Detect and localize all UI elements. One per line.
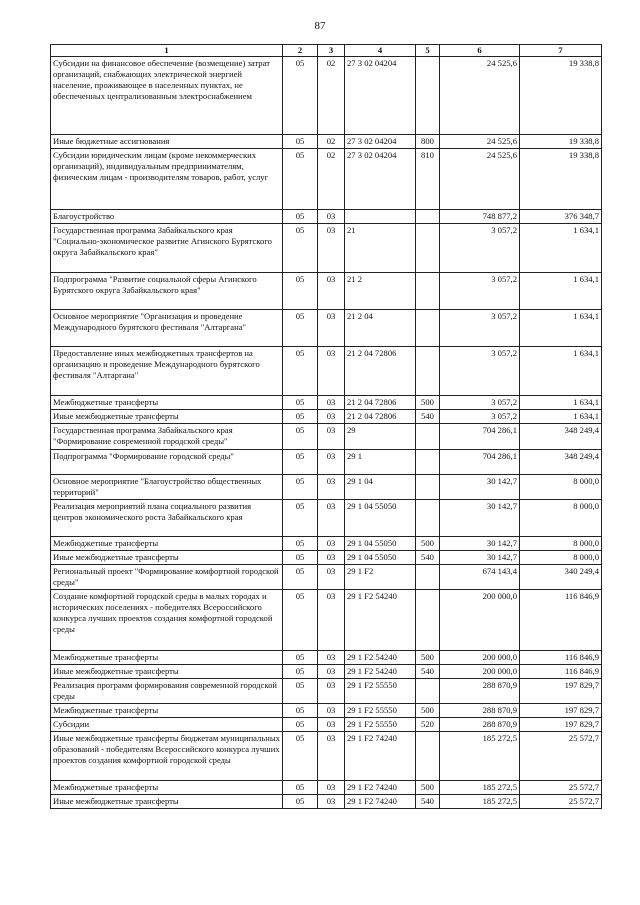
section-code-cell: 05 bbox=[283, 273, 318, 310]
subsection-code-cell: 03 bbox=[318, 704, 345, 718]
table-row bbox=[51, 651, 602, 665]
table-row bbox=[51, 57, 602, 135]
target-article-cell: 27 3 02 04204 bbox=[345, 57, 416, 135]
section-code-cell: 05 bbox=[283, 732, 318, 781]
subsection-code-cell: 03 bbox=[318, 537, 345, 551]
table-row bbox=[51, 732, 602, 781]
expense-type-cell bbox=[416, 210, 440, 224]
target-article-cell: 29 1 F2 54240 bbox=[345, 590, 416, 651]
table-row bbox=[51, 565, 602, 590]
amount-year2-cell: 25 572,7 bbox=[520, 732, 602, 781]
target-article-cell: 21 2 bbox=[345, 273, 416, 310]
target-article-cell: 29 1 F2 74240 bbox=[345, 732, 416, 781]
expense-type-cell: 540 bbox=[416, 410, 440, 424]
expense-type-cell bbox=[416, 500, 440, 537]
amount-year1-cell: 3 057,2 bbox=[440, 224, 520, 273]
expense-type-cell: 800 bbox=[416, 135, 440, 149]
expense-type-cell bbox=[416, 424, 440, 450]
target-article-cell: 21 2 04 72806 bbox=[345, 410, 416, 424]
expense-type-cell bbox=[416, 475, 440, 500]
section-code-cell: 05 bbox=[283, 590, 318, 651]
row-name-cell: Межбюджетные трансферты bbox=[51, 651, 283, 665]
target-article-cell: 27 3 02 04204 bbox=[345, 149, 416, 210]
row-name-cell: Подпрограмма "Развитие социальной сферы Агинского Бурятского округа Забайкальского края" bbox=[51, 273, 283, 310]
expense-type-cell bbox=[416, 273, 440, 310]
row-name-cell: Межбюджетные трансферты bbox=[51, 704, 283, 718]
section-code-cell: 05 bbox=[283, 651, 318, 665]
amount-year2-cell: 348 249,4 bbox=[520, 450, 602, 475]
amount-year1-cell: 3 057,2 bbox=[440, 410, 520, 424]
expense-type-cell: 500 bbox=[416, 704, 440, 718]
row-name-cell: Благоустройство bbox=[51, 210, 283, 224]
subsection-code-cell: 03 bbox=[318, 224, 345, 273]
section-code-cell: 05 bbox=[283, 450, 318, 475]
subsection-code-cell: 03 bbox=[318, 396, 345, 410]
amount-year2-cell: 116 846,9 bbox=[520, 665, 602, 679]
table-row bbox=[51, 475, 602, 500]
amount-year1-cell: 704 286,1 bbox=[440, 450, 520, 475]
row-name-cell: Основное мероприятие "Благоустройство общественных территорий" bbox=[51, 475, 283, 500]
table-row bbox=[51, 795, 602, 809]
amount-year1-cell: 674 143,4 bbox=[440, 565, 520, 590]
amount-year2-cell: 197 829,7 bbox=[520, 679, 602, 704]
target-article-cell: 29 1 04 55050 bbox=[345, 551, 416, 565]
amount-year2-cell: 197 829,7 bbox=[520, 718, 602, 732]
subsection-code-cell: 03 bbox=[318, 450, 345, 475]
amount-year1-cell: 30 142,7 bbox=[440, 475, 520, 500]
subsection-code-cell: 02 bbox=[318, 57, 345, 135]
section-code-cell: 05 bbox=[283, 310, 318, 347]
row-name-cell: Предоставление иных межбюджетных трансфертов на организацию и проведение Международного бурятского фестиваля "Алтаргана" bbox=[51, 347, 283, 396]
amount-year1-cell: 185 272,5 bbox=[440, 781, 520, 795]
target-article-cell: 29 1 F2 74240 bbox=[345, 795, 416, 809]
row-name-cell: Иные межбюджетные трансферты bbox=[51, 410, 283, 424]
amount-year2-cell: 116 846,9 bbox=[520, 651, 602, 665]
table-row bbox=[51, 224, 602, 273]
amount-year1-cell: 3 057,2 bbox=[440, 310, 520, 347]
subsection-code-cell: 02 bbox=[318, 135, 345, 149]
section-code-cell: 05 bbox=[283, 410, 318, 424]
section-code-cell: 05 bbox=[283, 424, 318, 450]
amount-year2-cell: 1 634,1 bbox=[520, 224, 602, 273]
subsection-code-cell: 02 bbox=[318, 149, 345, 210]
expense-type-cell bbox=[416, 679, 440, 704]
amount-year2-cell: 19 338,8 bbox=[520, 149, 602, 210]
amount-year2-cell: 1 634,1 bbox=[520, 347, 602, 396]
subsection-code-cell: 03 bbox=[318, 665, 345, 679]
column-header: 5 bbox=[416, 45, 440, 57]
expense-type-cell: 520 bbox=[416, 718, 440, 732]
expense-type-cell bbox=[416, 565, 440, 590]
amount-year2-cell: 116 846,9 bbox=[520, 590, 602, 651]
amount-year1-cell: 185 272,5 bbox=[440, 795, 520, 809]
target-article-cell: 29 1 F2 bbox=[345, 565, 416, 590]
amount-year1-cell: 30 142,7 bbox=[440, 537, 520, 551]
row-name-cell: Межбюджетные трансферты bbox=[51, 781, 283, 795]
subsection-code-cell: 03 bbox=[318, 590, 345, 651]
section-code-cell: 05 bbox=[283, 679, 318, 704]
row-name-cell: Создание комфортной городской среды в малых городах и исторических поселениях - победителях Всероссийского конкурса лучших проектов создания комфортной городской среды bbox=[51, 590, 283, 651]
row-name-cell: Подпрограмма "Формирование городской среды" bbox=[51, 450, 283, 475]
table-row bbox=[51, 410, 602, 424]
subsection-code-cell: 03 bbox=[318, 551, 345, 565]
target-article-cell: 21 bbox=[345, 224, 416, 273]
amount-year2-cell: 19 338,8 bbox=[520, 135, 602, 149]
amount-year2-cell: 8 000,0 bbox=[520, 475, 602, 500]
target-article-cell: 21 2 04 72806 bbox=[345, 396, 416, 410]
amount-year1-cell: 288 870,9 bbox=[440, 679, 520, 704]
expense-type-cell: 540 bbox=[416, 665, 440, 679]
section-code-cell: 05 bbox=[283, 500, 318, 537]
row-name-cell: Субсидии на финансовое обеспечение (возмещение) затрат организаций, снабжающих электрической энергией население, проживающее в населенных пунктах, не обеспеченных централизованным электроснабжением bbox=[51, 57, 283, 135]
target-article-cell: 21 2 04 72806 bbox=[345, 347, 416, 396]
table-body bbox=[51, 57, 602, 809]
amount-year2-cell: 8 000,0 bbox=[520, 500, 602, 537]
table-row bbox=[51, 135, 602, 149]
expense-type-cell bbox=[416, 57, 440, 135]
expense-type-cell: 500 bbox=[416, 537, 440, 551]
section-code-cell: 05 bbox=[283, 57, 318, 135]
amount-year2-cell: 19 338,8 bbox=[520, 57, 602, 135]
amount-year2-cell: 1 634,1 bbox=[520, 396, 602, 410]
row-name-cell: Межбюджетные трансферты bbox=[51, 396, 283, 410]
amount-year1-cell: 30 142,7 bbox=[440, 500, 520, 537]
row-name-cell: Иные бюджетные ассигнования bbox=[51, 135, 283, 149]
amount-year2-cell: 1 634,1 bbox=[520, 310, 602, 347]
subsection-code-cell: 03 bbox=[318, 410, 345, 424]
target-article-cell: 29 1 F2 55550 bbox=[345, 718, 416, 732]
row-name-cell: Межбюджетные трансферты bbox=[51, 537, 283, 551]
table-row bbox=[51, 679, 602, 704]
row-name-cell: Государственная программа Забайкальского края "Социально-экономическое развитие Агинского Бурятского округа Забайкальского края" bbox=[51, 224, 283, 273]
amount-year1-cell: 704 286,1 bbox=[440, 424, 520, 450]
subsection-code-cell: 03 bbox=[318, 347, 345, 396]
target-article-cell: 29 1 F2 74240 bbox=[345, 781, 416, 795]
target-article-cell: 27 3 02 04204 bbox=[345, 135, 416, 149]
table-row bbox=[51, 537, 602, 551]
amount-year1-cell: 200 000,0 bbox=[440, 665, 520, 679]
section-code-cell: 05 bbox=[283, 718, 318, 732]
expense-type-cell bbox=[416, 732, 440, 781]
row-name-cell: Реализация программ формирования современной городской среды bbox=[51, 679, 283, 704]
amount-year2-cell: 348 249,4 bbox=[520, 424, 602, 450]
expense-type-cell bbox=[416, 310, 440, 347]
table-row bbox=[51, 551, 602, 565]
section-code-cell: 05 bbox=[283, 565, 318, 590]
expense-type-cell: 500 bbox=[416, 781, 440, 795]
row-name-cell: Субсидии юридическим лицам (кроме некоммерческих организаций), индивидуальным предпринимателям, физическим лицам - производителям товаров, работ, услуг bbox=[51, 149, 283, 210]
row-name-cell: Субсидии bbox=[51, 718, 283, 732]
table-row bbox=[51, 704, 602, 718]
subsection-code-cell: 03 bbox=[318, 732, 345, 781]
subsection-code-cell: 03 bbox=[318, 210, 345, 224]
amount-year1-cell: 3 057,2 bbox=[440, 396, 520, 410]
column-header: 1 bbox=[51, 45, 283, 57]
subsection-code-cell: 03 bbox=[318, 795, 345, 809]
row-name-cell: Реализация мероприятий плана социального развития центров экономического роста Забайкальского края bbox=[51, 500, 283, 537]
section-code-cell: 05 bbox=[283, 795, 318, 809]
target-article-cell: 29 1 F2 54240 bbox=[345, 651, 416, 665]
target-article-cell: 29 1 F2 54240 bbox=[345, 665, 416, 679]
section-code-cell: 05 bbox=[283, 781, 318, 795]
amount-year2-cell: 25 572,7 bbox=[520, 781, 602, 795]
amount-year1-cell: 30 142,7 bbox=[440, 551, 520, 565]
table-row bbox=[51, 347, 602, 396]
table-row bbox=[51, 781, 602, 795]
row-name-cell: Иные межбюджетные трансферты bbox=[51, 551, 283, 565]
section-code-cell: 05 bbox=[283, 210, 318, 224]
column-header: 7 bbox=[520, 45, 602, 57]
section-code-cell: 05 bbox=[283, 347, 318, 396]
amount-year1-cell: 3 057,2 bbox=[440, 273, 520, 310]
page-number: 87 bbox=[314, 20, 326, 32]
table-row bbox=[51, 149, 602, 210]
table-row bbox=[51, 590, 602, 651]
target-article-cell: 29 1 F2 55550 bbox=[345, 704, 416, 718]
table-row bbox=[51, 665, 602, 679]
column-header: 6 bbox=[440, 45, 520, 57]
row-name-cell: Основное мероприятие "Организация и проведение Международного бурятского фестиваля "Алтаргана" bbox=[51, 310, 283, 347]
column-header: 4 bbox=[345, 45, 416, 57]
target-article-cell: 29 1 04 bbox=[345, 475, 416, 500]
table-row bbox=[51, 396, 602, 410]
amount-year2-cell: 197 829,7 bbox=[520, 704, 602, 718]
row-name-cell: Иные межбюджетные трансферты бюджетам муниципальных образований - победителям Всероссийского конкурса лучших проектов создания комфортной городской среды bbox=[51, 732, 283, 781]
amount-year2-cell: 8 000,0 bbox=[520, 537, 602, 551]
expense-type-cell bbox=[416, 590, 440, 651]
row-name-cell: Иные межбюджетные трансферты bbox=[51, 795, 283, 809]
target-article-cell: 29 bbox=[345, 424, 416, 450]
amount-year1-cell: 200 000,0 bbox=[440, 590, 520, 651]
subsection-code-cell: 03 bbox=[318, 679, 345, 704]
row-name-cell: Государственная программа Забайкальского края "Формирование современной городской среды" bbox=[51, 424, 283, 450]
amount-year2-cell: 376 348,7 bbox=[520, 210, 602, 224]
table-row bbox=[51, 450, 602, 475]
subsection-code-cell: 03 bbox=[318, 565, 345, 590]
amount-year1-cell: 185 272,5 bbox=[440, 732, 520, 781]
table-row bbox=[51, 210, 602, 224]
table-row bbox=[51, 310, 602, 347]
amount-year1-cell: 3 057,2 bbox=[440, 347, 520, 396]
section-code-cell: 05 bbox=[283, 665, 318, 679]
amount-year2-cell: 1 634,1 bbox=[520, 273, 602, 310]
section-code-cell: 05 bbox=[283, 475, 318, 500]
column-header: 3 bbox=[318, 45, 345, 57]
expense-type-cell: 540 bbox=[416, 795, 440, 809]
table-row bbox=[51, 424, 602, 450]
amount-year1-cell: 24 525,6 bbox=[440, 57, 520, 135]
target-article-cell: 29 1 04 55050 bbox=[345, 537, 416, 551]
subsection-code-cell: 03 bbox=[318, 424, 345, 450]
expense-type-cell bbox=[416, 450, 440, 475]
target-article-cell: 29 1 04 55050 bbox=[345, 500, 416, 537]
amount-year1-cell: 288 870,9 bbox=[440, 704, 520, 718]
table-row bbox=[51, 500, 602, 537]
section-code-cell: 05 bbox=[283, 149, 318, 210]
amount-year2-cell: 8 000,0 bbox=[520, 551, 602, 565]
section-code-cell: 05 bbox=[283, 396, 318, 410]
expense-type-cell: 540 bbox=[416, 551, 440, 565]
table-row bbox=[51, 718, 602, 732]
expense-type-cell: 500 bbox=[416, 651, 440, 665]
target-article-cell: 29 1 F2 55550 bbox=[345, 679, 416, 704]
expense-type-cell bbox=[416, 224, 440, 273]
subsection-code-cell: 03 bbox=[318, 310, 345, 347]
subsection-code-cell: 03 bbox=[318, 781, 345, 795]
target-article-cell: 21 2 04 bbox=[345, 310, 416, 347]
amount-year2-cell: 1 634,1 bbox=[520, 410, 602, 424]
section-code-cell: 05 bbox=[283, 537, 318, 551]
column-header: 2 bbox=[283, 45, 318, 57]
amount-year2-cell: 340 249,4 bbox=[520, 565, 602, 590]
subsection-code-cell: 03 bbox=[318, 651, 345, 665]
amount-year1-cell: 24 525,6 bbox=[440, 149, 520, 210]
subsection-code-cell: 03 bbox=[318, 475, 345, 500]
target-article-cell bbox=[345, 210, 416, 224]
table-row bbox=[51, 273, 602, 310]
expense-type-cell bbox=[416, 347, 440, 396]
section-code-cell: 05 bbox=[283, 224, 318, 273]
amount-year1-cell: 24 525,6 bbox=[440, 135, 520, 149]
expense-type-cell: 500 bbox=[416, 396, 440, 410]
budget-table bbox=[50, 44, 602, 809]
row-name-cell: Региональный проект "Формирование комфортной городской среды" bbox=[51, 565, 283, 590]
section-code-cell: 05 bbox=[283, 551, 318, 565]
section-code-cell: 05 bbox=[283, 135, 318, 149]
subsection-code-cell: 03 bbox=[318, 273, 345, 310]
subsection-code-cell: 03 bbox=[318, 500, 345, 537]
amount-year1-cell: 748 877,2 bbox=[440, 210, 520, 224]
subsection-code-cell: 03 bbox=[318, 718, 345, 732]
expense-type-cell: 810 bbox=[416, 149, 440, 210]
amount-year1-cell: 200 000,0 bbox=[440, 651, 520, 665]
amount-year2-cell: 25 572,7 bbox=[520, 795, 602, 809]
amount-year1-cell: 288 870,9 bbox=[440, 718, 520, 732]
section-code-cell: 05 bbox=[283, 704, 318, 718]
target-article-cell: 29 1 bbox=[345, 450, 416, 475]
row-name-cell: Иные межбюджетные трансферты bbox=[51, 665, 283, 679]
header-row bbox=[51, 45, 602, 57]
